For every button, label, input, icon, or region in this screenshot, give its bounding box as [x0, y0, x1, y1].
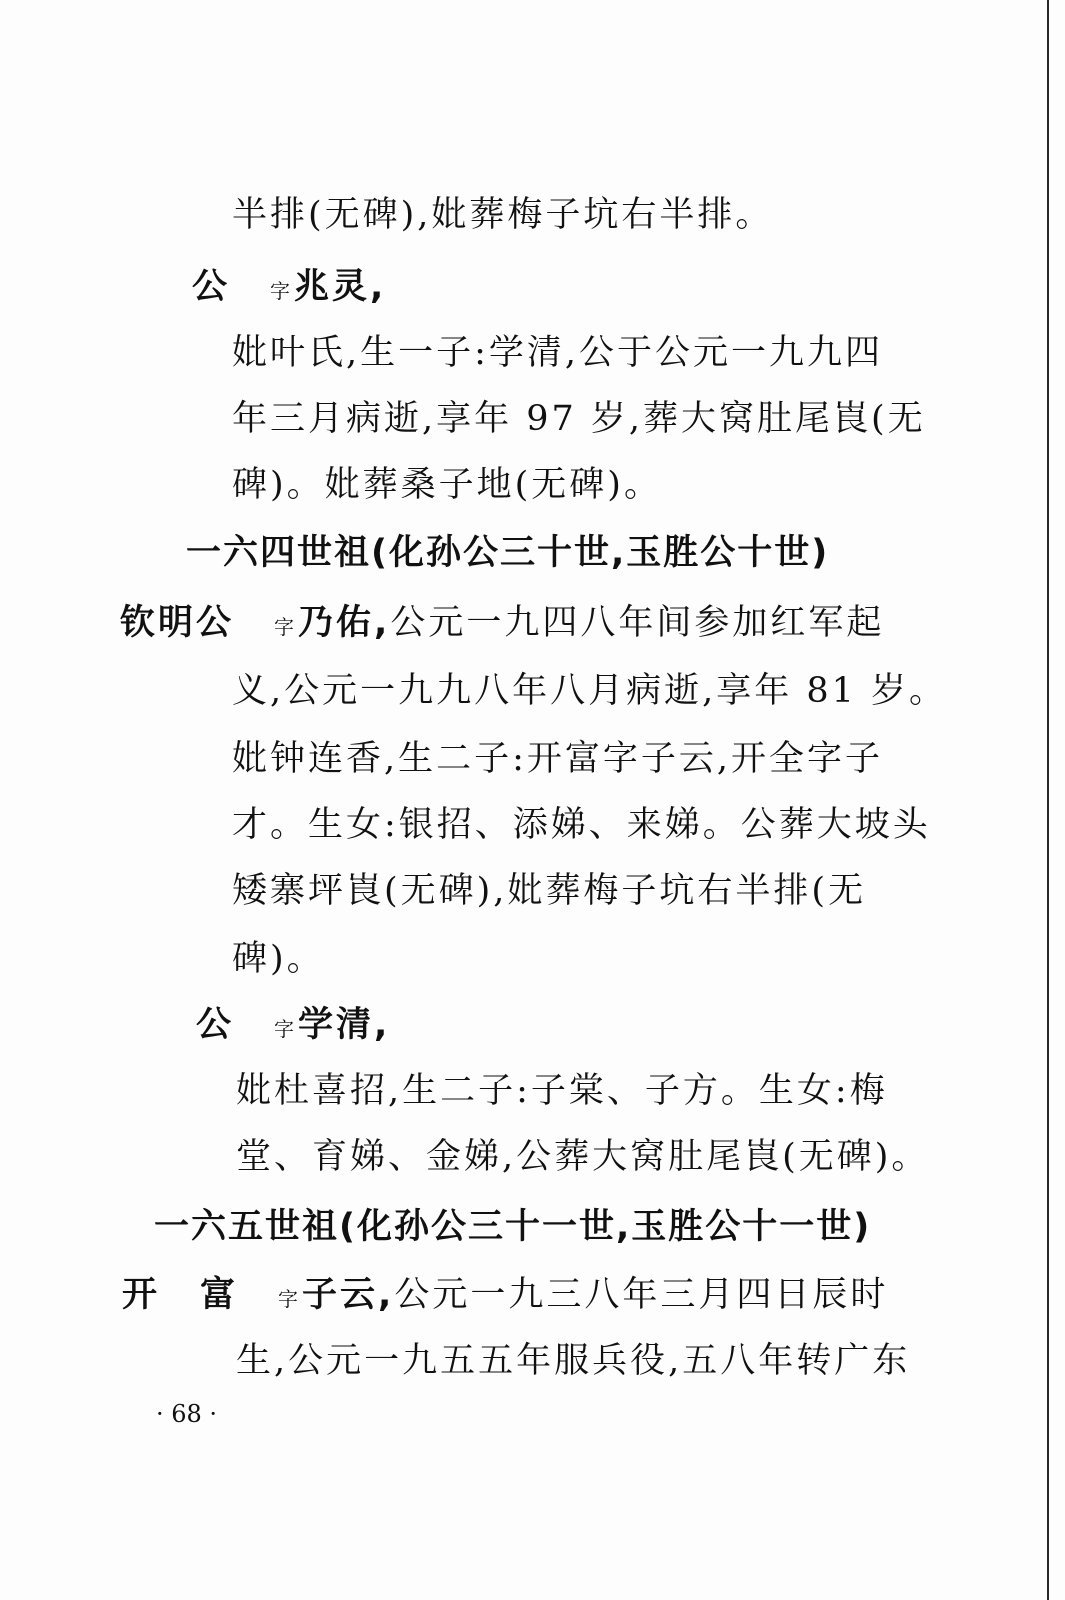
text-span: 公元一九四八年间参加红军起: [390, 603, 885, 643]
text-line: 义,公元一九九八年八月病逝,享年 81 岁。: [232, 671, 948, 711]
entry-header: [120, 603, 885, 643]
text-line: 碑)。妣葬桑子地(无碑)。: [232, 465, 662, 505]
entry-header: [122, 1275, 889, 1315]
entry-header: [196, 1005, 391, 1045]
text-span: 公元一九三八年三月四日辰时: [394, 1275, 889, 1315]
text-line: 碑)。: [232, 939, 325, 979]
text-line: 妣杜喜招,生二子:子棠、子方。生女:梅: [236, 1071, 888, 1111]
courtesy-name: 学清,: [298, 1005, 391, 1045]
person-name-second-char: 富: [200, 1275, 239, 1315]
entry-header: [192, 267, 387, 307]
generation-heading: 一六四世祖(化孙公三十世,玉胜公十世): [186, 533, 830, 573]
text-line: 生,公元一九五五年服兵役,五八年转广东: [236, 1341, 911, 1381]
generation-heading: 一六五世祖(化孙公三十一世,玉胜公十一世): [154, 1207, 872, 1247]
text-line: 矮寨坪崀(无碑),妣葬梅子坑右半排(无: [232, 871, 867, 911]
text-line: 妣钟连香,生二子:开富字子云,开全字子: [232, 739, 884, 779]
text-line: 才。生女:银招、添娣、来娣。公葬大坡头: [232, 805, 931, 845]
text-line: 年三月病逝,享年 97 岁,葬大窝肚尾崀(无: [232, 399, 926, 439]
text-line: 妣叶氏,生一子:学清,公于公元一九九四: [232, 333, 884, 373]
zi-label: 字: [274, 615, 295, 639]
zi-label: 字: [270, 279, 291, 303]
zi-label: 字: [278, 1287, 299, 1311]
person-name: 钦明公: [120, 603, 235, 643]
person-name: 公: [192, 267, 231, 307]
text-line: 堂、育娣、金娣,公葬大窝肚尾崀(无碑)。: [236, 1137, 930, 1177]
courtesy-name: 兆灵,: [294, 267, 387, 307]
person-name: 公: [196, 1005, 235, 1045]
page-edge-line: [1047, 0, 1049, 1600]
zi-label: 字: [274, 1017, 295, 1041]
page-number: · 68 ·: [156, 1400, 218, 1428]
courtesy-name: 乃佑,: [298, 603, 391, 643]
text-line: 半排(无碑),妣葬梅子坑右半排。: [232, 195, 774, 235]
person-name-first-char: 开: [122, 1275, 161, 1315]
courtesy-name: 子云,: [302, 1275, 395, 1315]
